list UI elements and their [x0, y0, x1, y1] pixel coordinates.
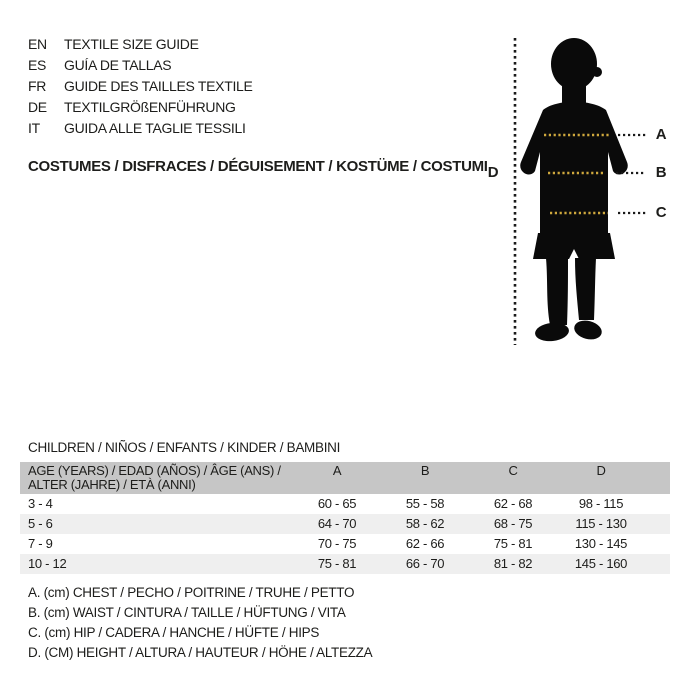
chest-line-label: A	[655, 126, 667, 143]
waist-line-label: B	[655, 164, 667, 181]
header-spacer	[645, 462, 670, 494]
table-section-title: CHILDREN / NIÑOS / ENFANTS / KINDER / BAMBINI	[28, 440, 341, 455]
size-table	[20, 462, 670, 574]
size-row	[20, 534, 670, 554]
size-row	[20, 554, 670, 574]
age-header-cell	[20, 462, 293, 494]
size-row	[20, 494, 670, 514]
size-table-header	[20, 462, 670, 494]
hip-line-label: C	[655, 204, 667, 221]
language-title: GUIDA ALLE TAGLIE TESSILI	[64, 120, 246, 136]
child-silhouette-diagram	[480, 30, 692, 360]
legend-waist: B. (cm) WAIST / CINTURA / TAILLE / HÜFTUNG / VITA	[28, 605, 346, 620]
language-code: FR	[28, 78, 47, 94]
silhouette-ear	[592, 67, 602, 77]
child-silhouette	[520, 38, 628, 343]
hip-cell: 62 - 68	[493, 496, 533, 511]
chest-cell: 64 - 70	[317, 516, 357, 531]
legend-hip: C. (cm) HIP / CADERA / HANCHE / HÜFTE / HIPS	[28, 625, 320, 640]
column-header-d: D	[596, 463, 606, 478]
silhouette-left-leg	[546, 258, 568, 325]
language-title: GUÍA DE TALLAS	[64, 57, 172, 73]
language-row	[28, 55, 253, 76]
language-code: ES	[28, 57, 47, 73]
legend-height: D. (CM) HEIGHT / ALTURA / HAUTEUR / HÖHE / ALTEZZA	[28, 645, 373, 660]
silhouette-right-shoe	[572, 318, 604, 342]
age-cell: 3 - 4	[28, 496, 53, 511]
silhouette-shirt	[520, 102, 628, 235]
height-cell: 98 - 115	[578, 496, 624, 511]
hip-cell: 81 - 82	[493, 556, 533, 571]
language-code: IT	[28, 120, 40, 136]
column-header-b: B	[420, 463, 430, 478]
silhouette-shorts	[533, 233, 615, 259]
language-row	[28, 97, 253, 118]
hip-cell: 68 - 75	[493, 516, 533, 531]
height-cell: 145 - 160	[574, 556, 628, 571]
language-code: EN	[28, 36, 47, 52]
height-line-label: D	[487, 164, 499, 181]
chest-cell: 75 - 81	[317, 556, 357, 571]
language-code: DE	[28, 99, 47, 115]
waist-cell: 55 - 58	[405, 496, 445, 511]
language-row	[28, 34, 253, 55]
language-list	[28, 34, 253, 139]
age-cell: 5 - 6	[28, 516, 53, 531]
height-cell: 130 - 145	[574, 536, 628, 551]
age-cell: 10 - 12	[28, 556, 67, 571]
age-header-line2: ALTER (JAHRE) / ETÀ (ANNI)	[28, 477, 196, 492]
height-cell: 115 - 130	[575, 516, 627, 531]
waist-cell: 58 - 62	[405, 516, 445, 531]
age-cell: 7 - 9	[28, 536, 53, 551]
language-row	[28, 118, 253, 139]
column-header-c: C	[508, 463, 518, 478]
language-row	[28, 76, 253, 97]
measurement-figure	[480, 30, 692, 360]
hip-cell: 75 - 81	[493, 536, 533, 551]
waist-cell: 62 - 66	[405, 536, 445, 551]
chest-cell: 70 - 75	[317, 536, 357, 551]
silhouette-right-leg	[575, 258, 596, 320]
column-header-a: A	[332, 463, 342, 478]
language-title: TEXTILGRÖßENFÜHRUNG	[64, 99, 236, 115]
size-row	[20, 514, 670, 534]
language-title: GUIDE DES TAILLES TEXTILE	[64, 78, 253, 94]
measurement-legend	[28, 583, 372, 663]
language-title: TEXTILE SIZE GUIDE	[64, 36, 199, 52]
chest-cell: 60 - 65	[317, 496, 357, 511]
age-header-line1: AGE (YEARS) / EDAD (AÑOS) / ÂGE (ANS) /	[28, 463, 281, 478]
legend-chest: A. (cm) CHEST / PECHO / POITRINE / TRUHE / PETTO	[28, 585, 355, 600]
waist-cell: 66 - 70	[405, 556, 445, 571]
category-title: COSTUMES / DISFRACES / DÉGUISEMENT / KOSTÜME / COSTUMI	[28, 158, 488, 175]
